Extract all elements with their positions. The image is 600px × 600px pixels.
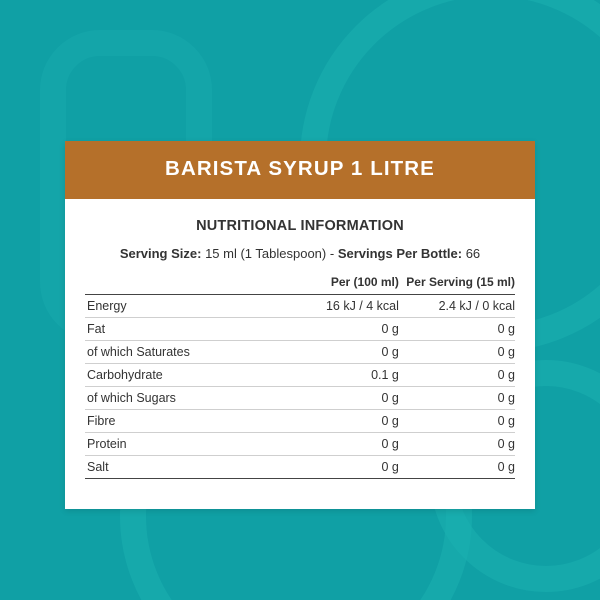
table-row [85, 387, 515, 410]
nutrient-name: of which Sugars [85, 387, 279, 410]
value-per-serving: 0 g [399, 318, 515, 341]
value-per-100ml: 16 kJ / 4 kcal [279, 295, 399, 318]
table-row [85, 410, 515, 433]
value-per-serving: 0 g [399, 433, 515, 456]
nutrient-name: Carbohydrate [85, 364, 279, 387]
serving-size-value: 15 ml (1 Tablespoon) - [205, 246, 335, 261]
nutrition-table [85, 275, 515, 479]
column-header-per-100ml: Per (100 ml) [279, 275, 399, 295]
nutrient-name: Fibre [85, 410, 279, 433]
value-per-100ml: 0 g [279, 433, 399, 456]
table-row [85, 318, 515, 341]
serving-info [85, 246, 515, 261]
nutrient-name: Fat [85, 318, 279, 341]
value-per-serving: 0 g [399, 341, 515, 364]
table-row [85, 433, 515, 456]
value-per-serving: 0 g [399, 456, 515, 479]
nutrient-name: Energy [85, 295, 279, 318]
value-per-100ml: 0 g [279, 318, 399, 341]
column-header-per-serving: Per Serving (15 ml) [399, 275, 515, 295]
value-per-100ml: 0.1 g [279, 364, 399, 387]
nutrient-name: of which Saturates [85, 341, 279, 364]
value-per-serving: 0 g [399, 410, 515, 433]
value-per-serving: 2.4 kJ / 0 kcal [399, 295, 515, 318]
value-per-serving: 0 g [399, 387, 515, 410]
nutrient-name: Salt [85, 456, 279, 479]
nutrient-name: Protein [85, 433, 279, 456]
card-body [65, 199, 535, 509]
servings-per-bottle-value: 66 [465, 246, 481, 261]
table-header-row [85, 275, 515, 295]
value-per-100ml: 0 g [279, 341, 399, 364]
table-row [85, 295, 515, 318]
value-per-100ml: 0 g [279, 387, 399, 410]
value-per-serving: 0 g [399, 364, 515, 387]
value-per-100ml: 0 g [279, 456, 399, 479]
section-title: NUTRITIONAL INFORMATION [196, 218, 404, 234]
nutrition-label-card [65, 141, 535, 509]
card-header [65, 141, 535, 199]
table-row [85, 341, 515, 364]
serving-size-label: Serving Size: [119, 246, 202, 261]
table-row [85, 364, 515, 387]
nutrition-table-body [85, 295, 515, 479]
table-row [85, 456, 515, 479]
product-title: BARISTA SYRUP 1 LITRE [165, 157, 435, 180]
value-per-100ml: 0 g [279, 410, 399, 433]
servings-per-bottle-label: Servings Per Bottle: [337, 246, 463, 261]
column-header-nutrient [85, 275, 279, 295]
